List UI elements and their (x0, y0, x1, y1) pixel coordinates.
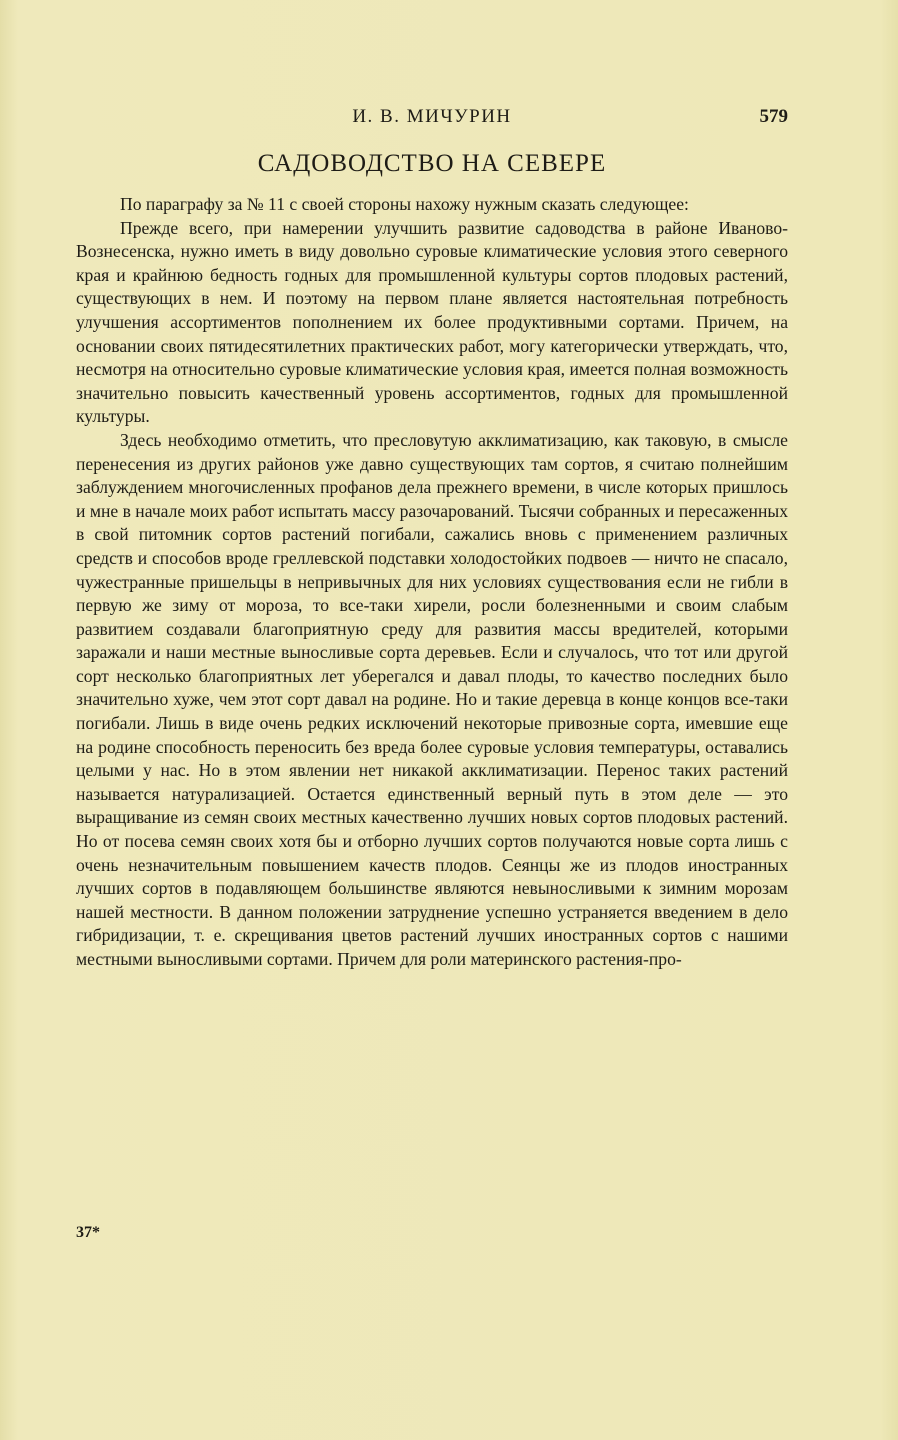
article-body (76, 193, 788, 972)
article-title: САДОВОДСТВО НА СЕВЕРЕ (257, 150, 607, 177)
paragraph: По параграфу за № 11 с своей стороны нахожу нужным сказать следующее: (120, 194, 689, 214)
paragraph: Прежде всего, при намерении улучшить развитие садоводства в районе Иваново-Вознесенска, нужно иметь в виду довольно суровые климатические условия этого северного края и крайнюю бедность годных для промышленной культуры сортов плодовых растений, существующих в нем. И поэтому на первом плане является настоятельная потребность улучшения ассортиментов пополнением их более продуктивными сортами. Причем, на основании своих пятидесятилетних практических работ, могу категорически утверждать, что, несмотря на относительно суровые климатические условия края, имеется полная возможность значительно повысить качественный уровень ассортиментов, годных для промышленной культуры. (76, 217, 788, 427)
page-number: 579 (759, 106, 788, 127)
printer-signature-mark: 37* (76, 1224, 100, 1241)
running-head-author: И. В. МИЧУРИН (352, 106, 512, 127)
running-head (76, 106, 788, 132)
paragraph: Здесь необходимо отметить, что пресловутую акклиматизацию, как таковую, в смысле перенесения из других районов уже давно существующих там сортов, я считаю полнейшим заблуждением многочисленных профанов дела прежнего времени, в числе которых пришлось и мне в начале моих работ испытать массу разочарований. Тысячи собранных и пересаженных в свой питомник сортов растений погибали, сажались вновь с применением различных средств и способов вроде греллевской подставки холодостойких подвоев — ничто не спасало, чужестранные пришельцы в непривычных для них условиях существования если не гибли в первую же зиму от мороза, то все-таки хирели, росли болезненными и своим слабым развитием создавали благоприятную среду для развития массы вредителей, которыми заражали и наши местные выносливые сорта деревьев. Если и случалось, что тот или другой сорт несколько благоприятных лет уберегался и давал плоды, то качество последних было значительно хуже, чем этот сорт давал на родине. Но и такие деревца в конце концов все-таки погибали. Лишь в виде очень редких исключений некоторые привозные сорта, имевшие еще на родине способность переносить без вреда более суровые условия температуры, оставались целыми у нас. Но в этом явлении нет никакой акклиматизации. Перенос таких растений называется натурализацией. Остается единственный верный путь в этом деле — это выращивание из семян своих местных качественно лучших новых сортов плодовых растений. Но от посева семян своих хотя бы и отборно лучших сортов получаются новые сорта лишь с очень незначительным повышением качеств плодов. Сеянцы же из плодов иностранных лучших сортов в подавляющем большинстве являются невыносливыми к зимним морозам нашей местности. В данном положении затруднение успешно устраняется введением в дело гибридизации, т. е. скрещивания цветов растений лучших иностранных сортов с нашими местными выносливыми сортами. Причем для роли материнского растения-про- (76, 429, 788, 969)
